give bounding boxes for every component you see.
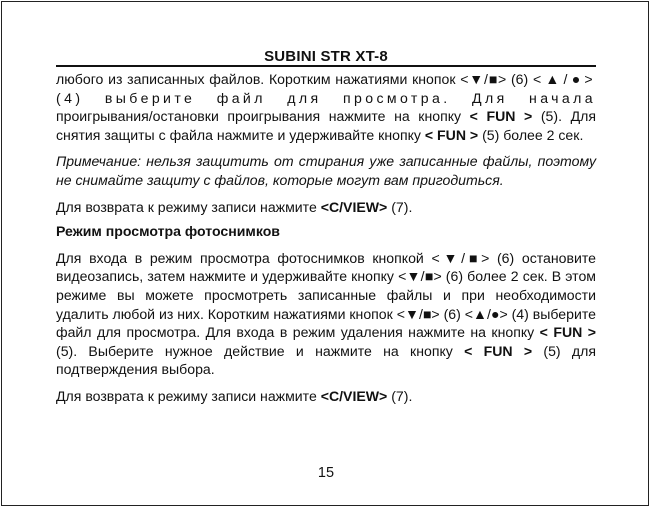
paragraph-1-line-a: любого из записанных файлов. Коротким нажатиями кнопок <▼/■> (6) <box>56 71 529 87</box>
paragraph-1-line-e: более 2 сек. <box>503 126 584 143</box>
page-number: 15 <box>317 465 335 481</box>
paragraph-1-line-d-end: (5) <box>478 126 500 143</box>
page-header-title: SUBINI STR XT-8 <box>264 48 388 65</box>
paragraph-1-line-c-end: (5). <box>532 108 563 125</box>
cview-key-label: <C/VIEW> <box>320 387 388 404</box>
return-instruction-2 <box>56 387 596 406</box>
photo-mode-text-b: (5). Выберите нужное действие и нажмите на кнопку <box>56 342 465 359</box>
photo-mode-paragraph <box>56 249 596 379</box>
paragraph-1-line-d: Для снятия защиты с файла нажмите и удерживайте кнопку <box>56 108 597 143</box>
fun-key-label: < FUN > <box>539 324 596 341</box>
header-divider <box>56 65 596 67</box>
page-content <box>56 70 596 406</box>
photo-mode-text-c: (5) для подтверждения выбора. <box>56 342 596 378</box>
photo-mode-text-a: Для входа в режим просмотра фотоснимков кнопкой <▼/■> (6) остановите видеозапись, затем нажмите и удерживайте кнопку <▼/■> (6) более 2 сек. В этом режиме вы можете просмотреть записанные файлы и при необходимости удалить любой из них. Коротким нажатиями кнопок <▼/■> (6) <▲/●> (4) выберите файл для просмотра. Для входа в режим удаления нажмите на кнопку <box>56 249 596 341</box>
return-instruction-1 <box>56 198 596 217</box>
note-paragraph: Примечание: нельзя защитить от стирания уже записанные файлы, поэтому не снимайте защиту с файлов, которые могут вам пригодиться. <box>56 153 596 188</box>
fun-key-label: < FUN > <box>469 108 533 125</box>
paragraph-1-line-c: проигрывания/остановки проигрывания нажмите на кнопку <box>56 108 470 125</box>
fun-key-label: < FUN > <box>424 126 479 143</box>
fun-key-label: < FUN > <box>464 342 533 359</box>
paragraph-1-line-b: <▲/●> (4) выберите файл для просмотра. Для начала <box>56 71 596 106</box>
paragraph-1 <box>56 70 596 144</box>
return-text: Для возврата к режиму записи нажмите <box>56 387 321 404</box>
cview-key-label: <C/VIEW> <box>320 198 388 215</box>
return-text-end: (7). <box>387 387 413 404</box>
section-heading: Режим просмотра фотоснимков <box>56 223 280 240</box>
return-text: Для возврата к режиму записи нажмите <box>56 198 321 215</box>
return-text-end: (7). <box>387 198 413 215</box>
